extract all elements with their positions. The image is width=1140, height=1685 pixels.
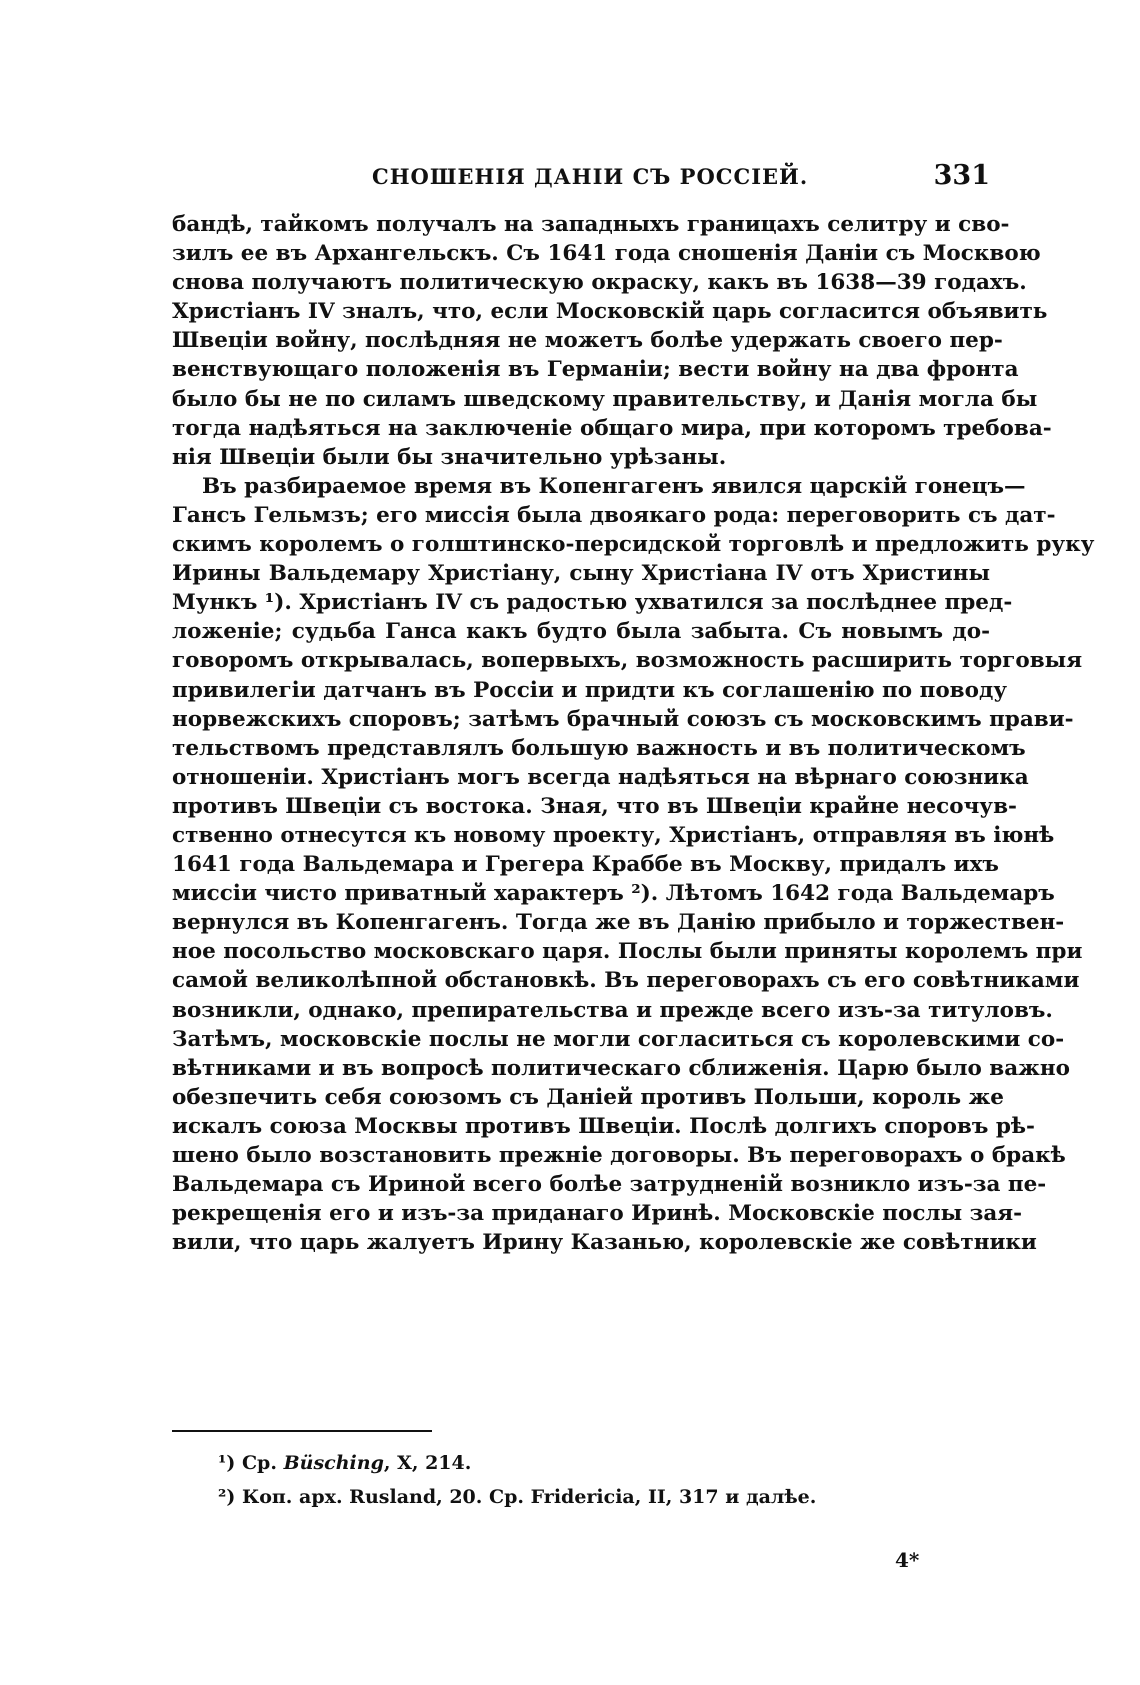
text-line: вернулся въ Копенгагенъ. Тогда же въ Данію прибыло и торжествен- (172, 910, 1065, 936)
footnote-marker: ²) (218, 1486, 242, 1508)
text-line: тогда надѣяться на заключеніе общаго мира, при которомъ требова- (172, 415, 1052, 441)
text-line: 1641 года Вальдемара и Грегера Краббе въ Москву, придалъ ихъ (172, 852, 999, 878)
text-line: рекрещенія его и изъ-за приданаго Иринѣ. Московскіе послы зая- (172, 1201, 1023, 1227)
text-line: Вальдемара съ Ириной всего болѣе затрудненій возникло изъ-за пе- (172, 1172, 1047, 1198)
text-line: привилегіи датчанъ въ Россіи и придти къ соглашенію по поводу (172, 677, 1008, 703)
text-line: было бы не по силамъ шведскому правительству, и Данія могла бы (172, 386, 1038, 412)
text-line: норвежскихъ споровъ; затѣмъ брачный союзъ съ московскимъ прави- (172, 706, 1074, 732)
footnote-rule (172, 1430, 432, 1432)
running-title: СНОШЕНІЯ ДАНІИ СЪ РОССІЕЙ. (372, 164, 809, 189)
text-line: Ирины Вальдемару Христіану, сыну Христіана IV отъ Христины (172, 561, 990, 587)
text-line: скимъ королемъ о голштинско-персидской торговлѣ и предложить руку (172, 532, 1095, 558)
page-number: 331 (933, 160, 990, 191)
text-line: Затѣмъ, московскіе послы не могли согласиться съ королевскими со- (172, 1026, 1065, 1052)
text-line: Въ разбираемое время въ Копенгагенъ явился царскій гонецъ— (202, 473, 1026, 499)
footnote-author: Büsching (283, 1452, 384, 1474)
text-line: отношеніи. Христіанъ могъ всегда надѣяться на вѣрнаго союзника (172, 764, 1029, 790)
text-line: Швеціи войну, послѣдняя не можетъ болѣе удержать своего пер- (172, 328, 1003, 354)
footnote (218, 1480, 978, 1514)
footnote (218, 1446, 978, 1480)
paragraph (172, 472, 1095, 1258)
text-line: ное посольство московскаго царя. Послы были приняты королемъ при (172, 939, 1083, 965)
running-header (172, 160, 990, 200)
footnote-source: Ср. (241, 1452, 277, 1474)
text-line: возникли, однако, препирательства и прежде всего изъ-за титуловъ. (172, 997, 1053, 1023)
footnote-source: Коп. арх. Rusland, 20. Ср. Fridericia, II, 317 и далѣе. (241, 1486, 817, 1508)
text-line: Христіанъ IV зналъ, что, если Московскій царь согласится объявить (172, 299, 1048, 325)
text-line: вили, что царь жалуетъ Ирину Казанью, королевскіе же совѣтники (172, 1230, 1037, 1256)
text-line: говоромъ открывалась, вопервыхъ, возможность расширить торговыя (172, 648, 1083, 674)
text-line: шено было возстановить прежніе договоры. Въ переговорахъ о бракѣ (172, 1143, 1066, 1168)
footnote-reference: , X, 214. (383, 1452, 472, 1474)
text-line: искалъ союза Москвы противъ Швеціи. Послѣ долгихъ споровъ рѣ- (172, 1113, 1035, 1139)
body-text (172, 210, 1095, 1257)
text-line: миссіи чисто приватный характеръ ²). Лѣтомъ 1642 года Вальдемаръ (172, 881, 1055, 907)
text-line: ственно отнесутся къ новому проекту, Христіанъ, отправляя въ іюнѣ (172, 822, 1055, 848)
signature-mark: 4* (895, 1548, 920, 1572)
text-line: вѣтниками и въ вопросѣ политическаго сближенія. Царю было важно (172, 1055, 1070, 1081)
text-line: противъ Швеціи съ востока. Зная, что въ Швеціи крайне несочув- (172, 793, 1017, 819)
text-line: тельствомъ представлялъ большую важность и въ политическомъ (172, 735, 1026, 761)
text-line: зилъ ее въ Архангельскъ. Съ 1641 года сношенія Даніи съ Москвою (172, 241, 1041, 267)
text-line: венствующаго положенія въ Германіи; вести войну на два фронта (172, 357, 1019, 383)
footnotes (218, 1446, 978, 1514)
footnote-marker: ¹) (218, 1452, 242, 1474)
text-line: бандѣ, тайкомъ получалъ на западныхъ границахъ селитру и сво- (172, 212, 1010, 237)
text-line: ложеніе; судьба Ганса какъ будто была забыта. Съ новымъ до- (172, 619, 990, 645)
text-line: Гансъ Гельмзъ; его миссія была двоякаго рода: переговорить съ дат- (172, 502, 1056, 528)
text-line: нія Швеціи были бы значительно урѣзаны. (172, 444, 727, 470)
text-line: Мункъ ¹). Христіанъ IV съ радостью ухватился за послѣднее пред- (172, 590, 1013, 616)
paragraph (172, 210, 1052, 472)
text-line: самой великолѣпной обстановкѣ. Въ переговорахъ съ его совѣтниками (172, 968, 1080, 994)
text-line: обезпечить себя союзомъ съ Даніей противъ Польши, король же (172, 1084, 1004, 1110)
text-line: снова получаютъ политическую окраску, какъ въ 1638—39 годахъ. (172, 270, 1027, 296)
